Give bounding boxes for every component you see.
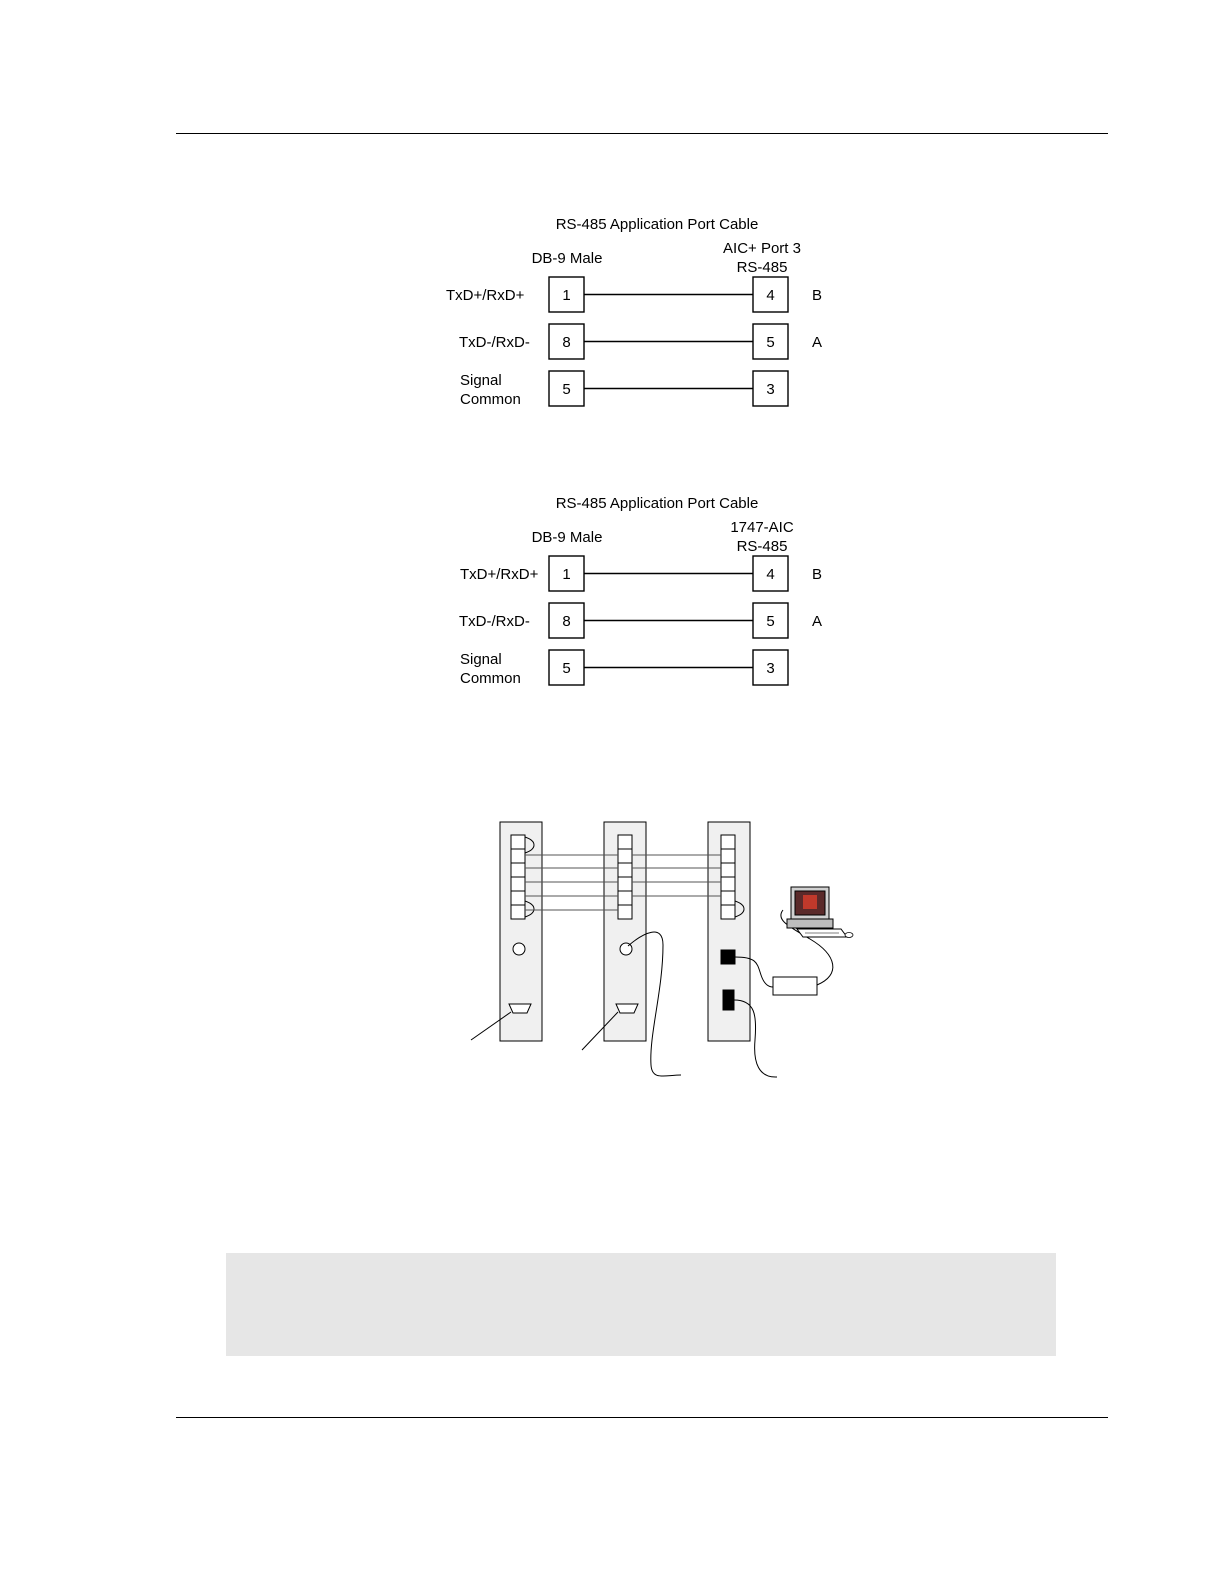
cable-diagram-aic-plus	[430, 205, 860, 425]
wiring-row-3	[460, 650, 788, 687]
right-pin-number: 5	[766, 613, 775, 630]
module-2-db9-port	[616, 1004, 638, 1013]
module-2-terminal-block	[618, 835, 632, 919]
signal-label-line1: Signal	[460, 651, 502, 668]
signal-label: TxD-/RxD-	[459, 334, 530, 351]
wiring-row-1	[446, 277, 822, 312]
module-1-indicator	[513, 943, 525, 955]
signal-label: TxD+/RxD+	[446, 287, 525, 304]
module-3-port-rect	[723, 990, 734, 1010]
interface-adapter-box	[773, 977, 817, 995]
module-2-indicator	[620, 943, 632, 955]
module-3-terminal-block	[721, 835, 735, 919]
right-pin-number: 5	[766, 334, 775, 351]
right-signal-label: B	[811, 566, 823, 583]
left-pin-number: 5	[562, 660, 571, 677]
network-illustration	[465, 815, 855, 1085]
right-header-line2: RS-485	[736, 538, 788, 555]
left-header: DB-9 Male	[531, 529, 603, 546]
left-pin-number: 1	[562, 566, 571, 583]
cable-diagram-1747-aic	[430, 484, 860, 704]
right-pin-number: 4	[766, 287, 775, 304]
right-signal-label: A	[811, 334, 823, 351]
note-band	[226, 1253, 1056, 1356]
right-signal-label: B	[811, 287, 823, 304]
computer-icon	[787, 887, 853, 938]
module-1-terminal-block	[511, 835, 525, 919]
left-pin-number: 8	[562, 334, 571, 351]
wiring-row-2	[459, 324, 822, 359]
diagram-title: RS-485 Application Port Cable	[555, 216, 759, 233]
module-1-db9-port	[509, 1004, 531, 1013]
footer-rule	[176, 1417, 1108, 1418]
left-pin-number: 1	[562, 287, 571, 304]
signal-label-line2: Common	[460, 670, 521, 687]
left-pin-number: 8	[562, 613, 571, 630]
signal-label: TxD-/RxD-	[459, 613, 530, 630]
right-signal-label: A	[811, 613, 823, 630]
wiring-row-3	[460, 371, 788, 408]
wiring-row-2	[459, 603, 822, 638]
right-pin-number: 3	[766, 660, 775, 677]
right-header-line1: AIC+ Port 3	[723, 240, 801, 257]
left-pin-number: 5	[562, 381, 571, 398]
right-pin-number: 4	[766, 566, 775, 583]
wiring-row-1	[460, 556, 822, 591]
left-header: DB-9 Male	[531, 250, 603, 267]
signal-label-line2: Common	[460, 391, 521, 408]
right-pin-number: 3	[766, 381, 775, 398]
signal-label-line1: Signal	[460, 372, 502, 389]
right-header-line1: 1747-AIC	[730, 519, 794, 536]
header-rule	[176, 133, 1108, 134]
module-3-port-square	[721, 950, 735, 964]
signal-label: TxD+/RxD+	[460, 566, 539, 583]
right-header-line2: RS-485	[736, 259, 788, 276]
diagram-title: RS-485 Application Port Cable	[555, 495, 759, 512]
